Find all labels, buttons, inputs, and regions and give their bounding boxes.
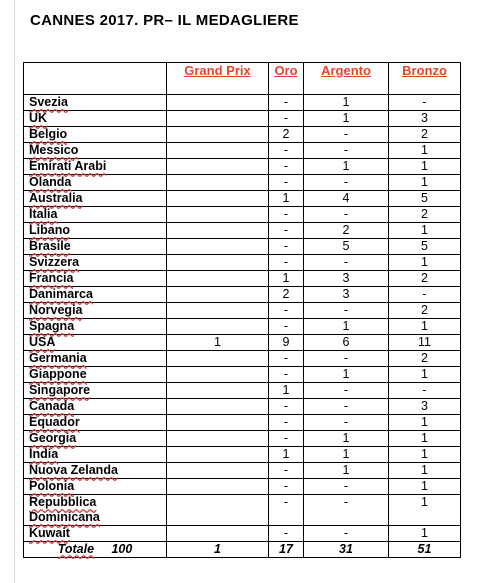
argento-cell: 4 <box>304 191 389 207</box>
grand-prix-cell <box>167 271 269 287</box>
table-row <box>24 479 461 495</box>
table-row <box>24 319 461 335</box>
country-cell <box>24 367 167 383</box>
oro-cell: - <box>269 351 304 367</box>
argento-cell: 5 <box>304 239 389 255</box>
oro-cell: 9 <box>269 335 304 351</box>
argento-cell: 1 <box>304 367 389 383</box>
bronzo-cell: 2 <box>389 127 461 143</box>
argento-cell: 1 <box>304 319 389 335</box>
bronzo-cell: 3 <box>389 111 461 127</box>
country-name: Brasile <box>29 239 71 253</box>
country-cell <box>24 383 167 399</box>
argento-cell: - <box>304 415 389 431</box>
argento-cell: 1 <box>304 159 389 175</box>
country-cell <box>24 319 167 335</box>
grand-prix-cell <box>167 159 269 175</box>
header-oro: Oro <box>269 63 304 95</box>
argento-cell: 3 <box>304 287 389 303</box>
table-row <box>24 447 461 463</box>
table-row <box>24 303 461 319</box>
country-cell <box>24 95 167 111</box>
bronzo-cell: 2 <box>389 207 461 223</box>
argento-cell: 3 <box>304 271 389 287</box>
total-grand-prix: 1 <box>167 542 269 558</box>
grand-prix-cell <box>167 367 269 383</box>
grand-prix-cell <box>167 463 269 479</box>
country-name: Messico <box>29 143 79 157</box>
argento-cell: 1 <box>304 431 389 447</box>
country-name: Georgia <box>29 431 77 445</box>
oro-cell: - <box>269 526 304 542</box>
country-cell <box>24 191 167 207</box>
country-cell <box>24 447 167 463</box>
country-cell <box>24 223 167 239</box>
table-row <box>24 255 461 271</box>
argento-cell: - <box>304 526 389 542</box>
oro-cell: - <box>269 319 304 335</box>
argento-cell: - <box>304 479 389 495</box>
country-cell <box>24 207 167 223</box>
table-row <box>24 399 461 415</box>
bronzo-cell: 1 <box>389 495 461 526</box>
country-name: Australia <box>29 191 83 205</box>
country-name: Olanda <box>29 175 72 189</box>
bronzo-cell: 11 <box>389 335 461 351</box>
table-row <box>24 271 461 287</box>
country-name: Giappone <box>29 367 87 381</box>
oro-cell: - <box>269 239 304 255</box>
country-name: Kuwait <box>29 526 70 540</box>
grand-prix-cell: 1 <box>167 335 269 351</box>
argento-cell: - <box>304 303 389 319</box>
country-cell <box>24 287 167 303</box>
bronzo-cell: 1 <box>389 223 461 239</box>
oro-cell: - <box>269 111 304 127</box>
country-name: Norvegia <box>29 303 83 317</box>
bronzo-cell: 5 <box>389 239 461 255</box>
table-row <box>24 463 461 479</box>
bronzo-cell: 1 <box>389 143 461 159</box>
grand-prix-cell <box>167 526 269 542</box>
country-cell <box>24 415 167 431</box>
oro-cell: - <box>269 175 304 191</box>
country-name: Repubblica Dominicana <box>29 495 100 524</box>
table-row <box>24 239 461 255</box>
bronzo-cell: 3 <box>389 399 461 415</box>
oro-cell: 1 <box>269 271 304 287</box>
country-cell <box>24 431 167 447</box>
grand-prix-cell <box>167 239 269 255</box>
country-name: India <box>29 447 59 461</box>
argento-cell: - <box>304 383 389 399</box>
header-row <box>24 63 461 95</box>
grand-prix-cell <box>167 175 269 191</box>
bronzo-cell: 2 <box>389 351 461 367</box>
oro-cell: 2 <box>269 287 304 303</box>
bronzo-cell: 1 <box>389 175 461 191</box>
country-cell <box>24 255 167 271</box>
country-name: Svizzera <box>29 255 80 269</box>
country-name: Svezia <box>29 95 68 109</box>
country-name: Francia <box>29 271 74 285</box>
oro-cell: - <box>269 431 304 447</box>
total-argento: 31 <box>304 542 389 558</box>
oro-cell: - <box>269 303 304 319</box>
bronzo-cell: 1 <box>389 431 461 447</box>
table-row <box>24 367 461 383</box>
grand-prix-cell <box>167 303 269 319</box>
bronzo-cell: 1 <box>389 447 461 463</box>
bronzo-cell: 5 <box>389 191 461 207</box>
country-name: Emirati Arabi <box>29 159 107 173</box>
grand-prix-cell <box>167 287 269 303</box>
table-row <box>24 207 461 223</box>
total-bronzo: 51 <box>389 542 461 558</box>
total-row <box>24 542 461 558</box>
country-name: Nuova Zelanda <box>29 463 118 477</box>
table-row <box>24 495 461 526</box>
table-row <box>24 191 461 207</box>
country-cell <box>24 479 167 495</box>
oro-cell: - <box>269 415 304 431</box>
country-cell <box>24 526 167 542</box>
argento-cell: - <box>304 399 389 415</box>
bronzo-cell: 1 <box>389 526 461 542</box>
bronzo-cell: - <box>389 287 461 303</box>
oro-cell: 2 <box>269 127 304 143</box>
header-grand-prix: Grand Prix <box>167 63 269 95</box>
argento-cell: - <box>304 175 389 191</box>
argento-cell: 1 <box>304 463 389 479</box>
grand-prix-cell <box>167 207 269 223</box>
page-margin-line <box>14 0 15 583</box>
argento-cell: - <box>304 207 389 223</box>
grand-prix-cell <box>167 191 269 207</box>
country-name: UK <box>29 111 48 125</box>
grand-prix-cell <box>167 95 269 111</box>
oro-cell: - <box>269 143 304 159</box>
country-name: Germania <box>29 351 87 365</box>
country-name: Equador <box>29 415 80 429</box>
grand-prix-cell <box>167 111 269 127</box>
oro-cell: - <box>269 223 304 239</box>
country-name: Danimarca <box>29 287 93 301</box>
total-label-cell <box>24 542 167 558</box>
country-cell <box>24 159 167 175</box>
total-label: Totale <box>57 542 95 556</box>
grand-prix-cell <box>167 143 269 159</box>
grand-prix-cell <box>167 255 269 271</box>
table-row <box>24 175 461 191</box>
page-title: CANNES 2017. PR– IL MEDAGLIERE <box>30 12 299 29</box>
table-row <box>24 127 461 143</box>
oro-cell: 1 <box>269 383 304 399</box>
country-cell <box>24 303 167 319</box>
oro-cell: - <box>269 207 304 223</box>
country-name: Polonia <box>29 479 75 493</box>
oro-cell: - <box>269 95 304 111</box>
argento-cell: 6 <box>304 335 389 351</box>
country-cell <box>24 351 167 367</box>
bronzo-cell: 1 <box>389 367 461 383</box>
table-row <box>24 95 461 111</box>
grand-prix-cell <box>167 319 269 335</box>
country-name: USA <box>29 335 56 349</box>
bronzo-cell: 1 <box>389 463 461 479</box>
bronzo-cell: - <box>389 383 461 399</box>
grand-prix-cell <box>167 127 269 143</box>
table-row <box>24 111 461 127</box>
oro-cell: - <box>269 463 304 479</box>
grand-prix-cell <box>167 431 269 447</box>
table-row <box>24 431 461 447</box>
grand-prix-cell <box>167 223 269 239</box>
table-row <box>24 223 461 239</box>
table-row <box>24 526 461 542</box>
argento-cell: 1 <box>304 447 389 463</box>
oro-cell: - <box>269 159 304 175</box>
bronzo-cell: 1 <box>389 255 461 271</box>
country-cell <box>24 175 167 191</box>
grand-prix-cell <box>167 495 269 526</box>
bronzo-cell: 1 <box>389 319 461 335</box>
argento-cell: 2 <box>304 223 389 239</box>
argento-cell: - <box>304 351 389 367</box>
oro-cell: 1 <box>269 191 304 207</box>
country-name: Belgio <box>29 127 68 141</box>
country-cell <box>24 335 167 351</box>
grand-prix-cell <box>167 383 269 399</box>
country-cell <box>24 127 167 143</box>
table-row <box>24 383 461 399</box>
medal-table <box>23 62 461 558</box>
country-name: Libano <box>29 223 70 237</box>
country-cell <box>24 111 167 127</box>
country-name: Singapore <box>29 383 91 397</box>
argento-cell: 1 <box>304 111 389 127</box>
argento-cell: - <box>304 127 389 143</box>
country-name: Spagna <box>29 319 75 333</box>
bronzo-cell: - <box>389 95 461 111</box>
bronzo-cell: 2 <box>389 303 461 319</box>
country-cell <box>24 271 167 287</box>
country-cell <box>24 239 167 255</box>
country-cell <box>24 143 167 159</box>
table-row <box>24 159 461 175</box>
oro-cell: - <box>269 367 304 383</box>
table-row <box>24 335 461 351</box>
argento-cell: - <box>304 495 389 526</box>
argento-cell: 1 <box>304 95 389 111</box>
grand-prix-cell <box>167 479 269 495</box>
table-row <box>24 415 461 431</box>
argento-cell: - <box>304 143 389 159</box>
total-count: 100 <box>111 542 133 556</box>
table-row <box>24 143 461 159</box>
bronzo-cell: 1 <box>389 415 461 431</box>
header-bronzo: Bronzo <box>389 63 461 95</box>
country-cell <box>24 399 167 415</box>
oro-cell: - <box>269 255 304 271</box>
table-row <box>24 287 461 303</box>
country-cell <box>24 463 167 479</box>
grand-prix-cell <box>167 351 269 367</box>
country-name: Canada <box>29 399 75 413</box>
bronzo-cell: 1 <box>389 159 461 175</box>
oro-cell: - <box>269 495 304 526</box>
oro-cell: - <box>269 399 304 415</box>
argento-cell: - <box>304 255 389 271</box>
grand-prix-cell <box>167 415 269 431</box>
total-oro: 17 <box>269 542 304 558</box>
bronzo-cell: 2 <box>389 271 461 287</box>
table-row <box>24 351 461 367</box>
header-country <box>24 63 167 95</box>
grand-prix-cell <box>167 399 269 415</box>
bronzo-cell: 1 <box>389 479 461 495</box>
country-cell <box>24 495 167 526</box>
oro-cell: 1 <box>269 447 304 463</box>
country-name: Italia <box>29 207 58 221</box>
oro-cell: - <box>269 479 304 495</box>
header-argento: Argento <box>304 63 389 95</box>
grand-prix-cell <box>167 447 269 463</box>
